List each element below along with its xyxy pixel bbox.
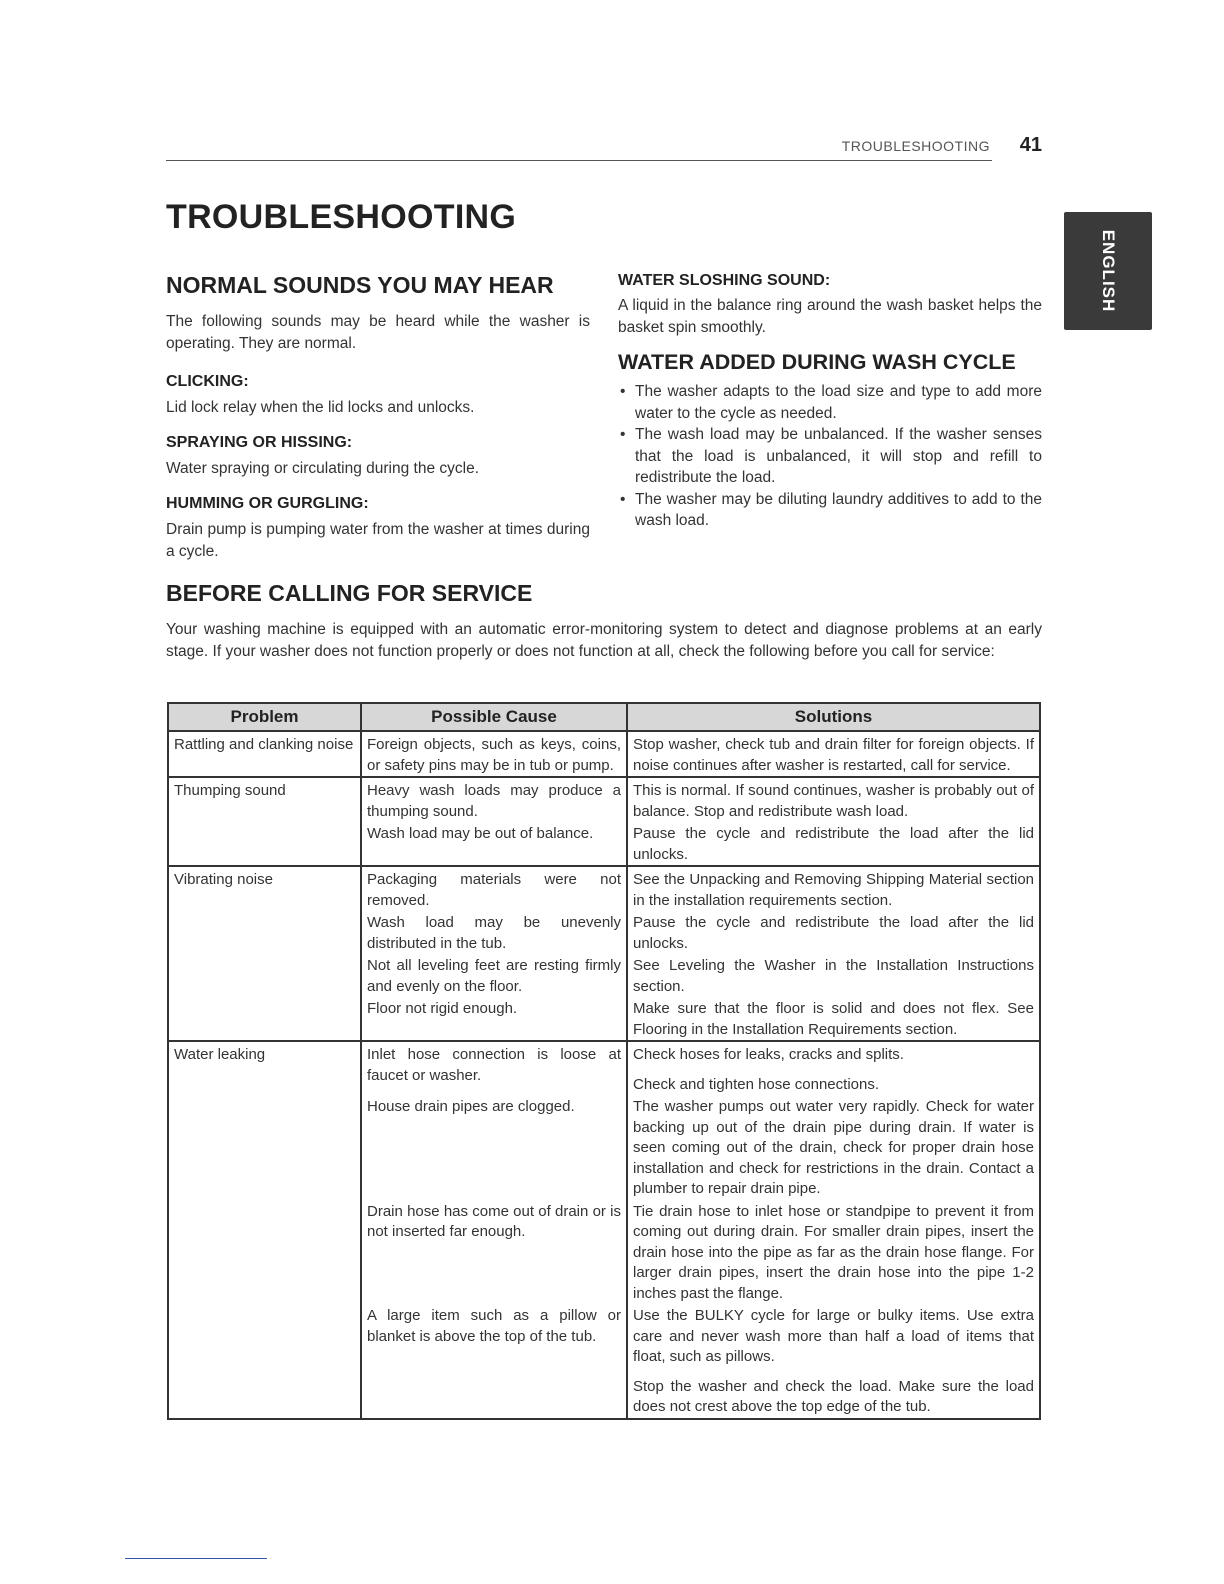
cause-cell: Foreign objects, such as keys, coins, or safety pins may be in tub or pump. <box>361 731 627 777</box>
list-item: • The washer adapts to the load size and type to add more water to the cycle as needed. <box>618 381 1042 424</box>
sound-text-clicking: Lid lock relay when the lid locks and unlocks. <box>166 399 475 416</box>
cause-cell: A large item such as a pillow or blanket is above the top of the tub. <box>361 1304 627 1419</box>
language-tab-label: ENGLISH <box>1099 229 1118 313</box>
list-item: • The wash load may be unbalanced. If the washer senses that the load is unbalanced, it will stop and refill to redistribute the load. <box>618 424 1042 489</box>
solution-cell: This is normal. If sound continues, washer is probably out of balance. Stop and redistribute wash load. <box>627 777 1040 822</box>
sound-text-sloshing: A liquid in the balance ring around the wash basket helps the basket spin smoothly. <box>618 297 1042 336</box>
solution-text-extra: Stop the washer and check the load. Make sure the load does not crest above the top edge of the tub. <box>633 1377 1034 1415</box>
column-header-problem: Problem <box>168 703 361 731</box>
solution-cell: Stop washer, check tub and drain filter for foreign objects. If noise continues after washer is restarted, call for service. <box>627 731 1040 777</box>
troubleshooting-table <box>167 702 1041 1420</box>
page-title: TROUBLESHOOTING <box>166 198 517 236</box>
sound-text-spraying: Water spraying or circulating during the cycle. <box>166 460 480 477</box>
solution-text: Check hoses for leaks, cracks and splits. <box>633 1046 904 1063</box>
cause-cell: Drain hose has come out of drain or is not inserted far enough. <box>361 1200 627 1305</box>
cause-cell: Packaging materials were not removed. <box>361 866 627 911</box>
cause-cell: Floor not rigid enough. <box>361 997 627 1041</box>
cause-cell: Wash load may be unevenly distributed in the tub. <box>361 911 627 954</box>
normal-sounds-heading: NORMAL SOUNDS YOU MAY HEAR <box>166 272 554 298</box>
table-row <box>168 866 1040 911</box>
running-header <box>166 134 1042 164</box>
service-intro: Your washing machine is equipped with an automatic error-monitoring system to detect and diagnose problems at an early stage. If your washer does not function properly or does not function at all, check the following before you call for service: <box>166 621 1042 660</box>
solution-cell: Make sure that the floor is solid and does not flex. See Flooring in the Installation Requirements section. <box>627 997 1040 1041</box>
page-number: 41 <box>1019 134 1042 156</box>
problem-cell: Vibrating noise <box>168 866 361 1041</box>
solution-cell: See Leveling the Washer in the Installation Instructions section. <box>627 954 1040 997</box>
footer-rule <box>125 1558 267 1559</box>
column-header-solutions: Solutions <box>627 703 1040 731</box>
problem-cell: Water leaking <box>168 1041 361 1419</box>
cause-cell: Inlet hose connection is loose at faucet or washer. <box>361 1041 627 1095</box>
solution-cell: Tie drain hose to inlet hose or standpipe to prevent it from coming out during drain. For smaller drain pipes, insert the drain hose into the pipe as far as the drain hose flange. For larger drain pipes, insert the drain hose into the pipe 1-2 inches past the flange. <box>627 1200 1040 1305</box>
table-header-row <box>168 703 1040 731</box>
table-row <box>168 731 1040 777</box>
solution-text: Use the BULKY cycle for large or bulky items. Use extra care and never wash more than half a load of items that float, such as pillows. <box>633 1307 1034 1365</box>
solution-cell: The washer pumps out water very rapidly. Check for water backing up out of the drain pipe during drain. If water is seen coming out of the drain, check for proper drain hose installation and check for restrictions in the drain. Contact a plumber to repair drain pipe. <box>627 1095 1040 1200</box>
solution-cell <box>627 1304 1040 1419</box>
cause-cell: Not all leveling feet are resting firmly and evenly on the floor. <box>361 954 627 997</box>
normal-sounds-intro: The following sounds may be heard while the washer is operating. They are normal. <box>166 313 590 352</box>
table-row <box>168 1041 1040 1095</box>
water-added-heading: WATER ADDED DURING WASH CYCLE <box>618 350 1016 374</box>
cause-cell: Wash load may be out of balance. <box>361 822 627 866</box>
sound-title-humming: HUMMING OR GURGLING: <box>166 495 369 512</box>
solution-cell <box>627 1041 1040 1095</box>
sound-title-sloshing: WATER SLOSHING SOUND: <box>618 272 831 289</box>
cause-cell: Heavy wash loads may produce a thumping sound. <box>361 777 627 822</box>
solution-cell: Pause the cycle and redistribute the load after the lid unlocks. <box>627 911 1040 954</box>
solution-cell: Pause the cycle and redistribute the load after the lid unlocks. <box>627 822 1040 866</box>
running-header-section: TROUBLESHOOTING <box>841 138 990 154</box>
water-added-list <box>618 381 1042 532</box>
language-tab <box>1064 212 1152 330</box>
right-column <box>618 272 1042 532</box>
service-heading: BEFORE CALLING FOR SERVICE <box>166 580 533 606</box>
sound-title-spraying: SPRAYING OR HISSING: <box>166 434 353 451</box>
column-header-cause: Possible Cause <box>361 703 627 731</box>
list-item: • The washer may be diluting laundry additives to add to the wash load. <box>618 489 1042 532</box>
sound-text-humming: Drain pump is pumping water from the washer at times during a cycle. <box>166 521 590 560</box>
table-row <box>168 777 1040 822</box>
solution-text-extra: Check and tighten hose connections. <box>633 1075 879 1093</box>
normal-sounds-section <box>166 272 590 563</box>
problem-cell: Thumping sound <box>168 777 361 866</box>
problem-cell: Rattling and clanking noise <box>168 731 361 777</box>
sound-title-clicking: CLICKING: <box>166 373 249 390</box>
cause-cell: House drain pipes are clogged. <box>361 1095 627 1200</box>
header-rule <box>166 160 992 161</box>
solution-cell: See the Unpacking and Removing Shipping Material section in the installation requirements section. <box>627 866 1040 911</box>
